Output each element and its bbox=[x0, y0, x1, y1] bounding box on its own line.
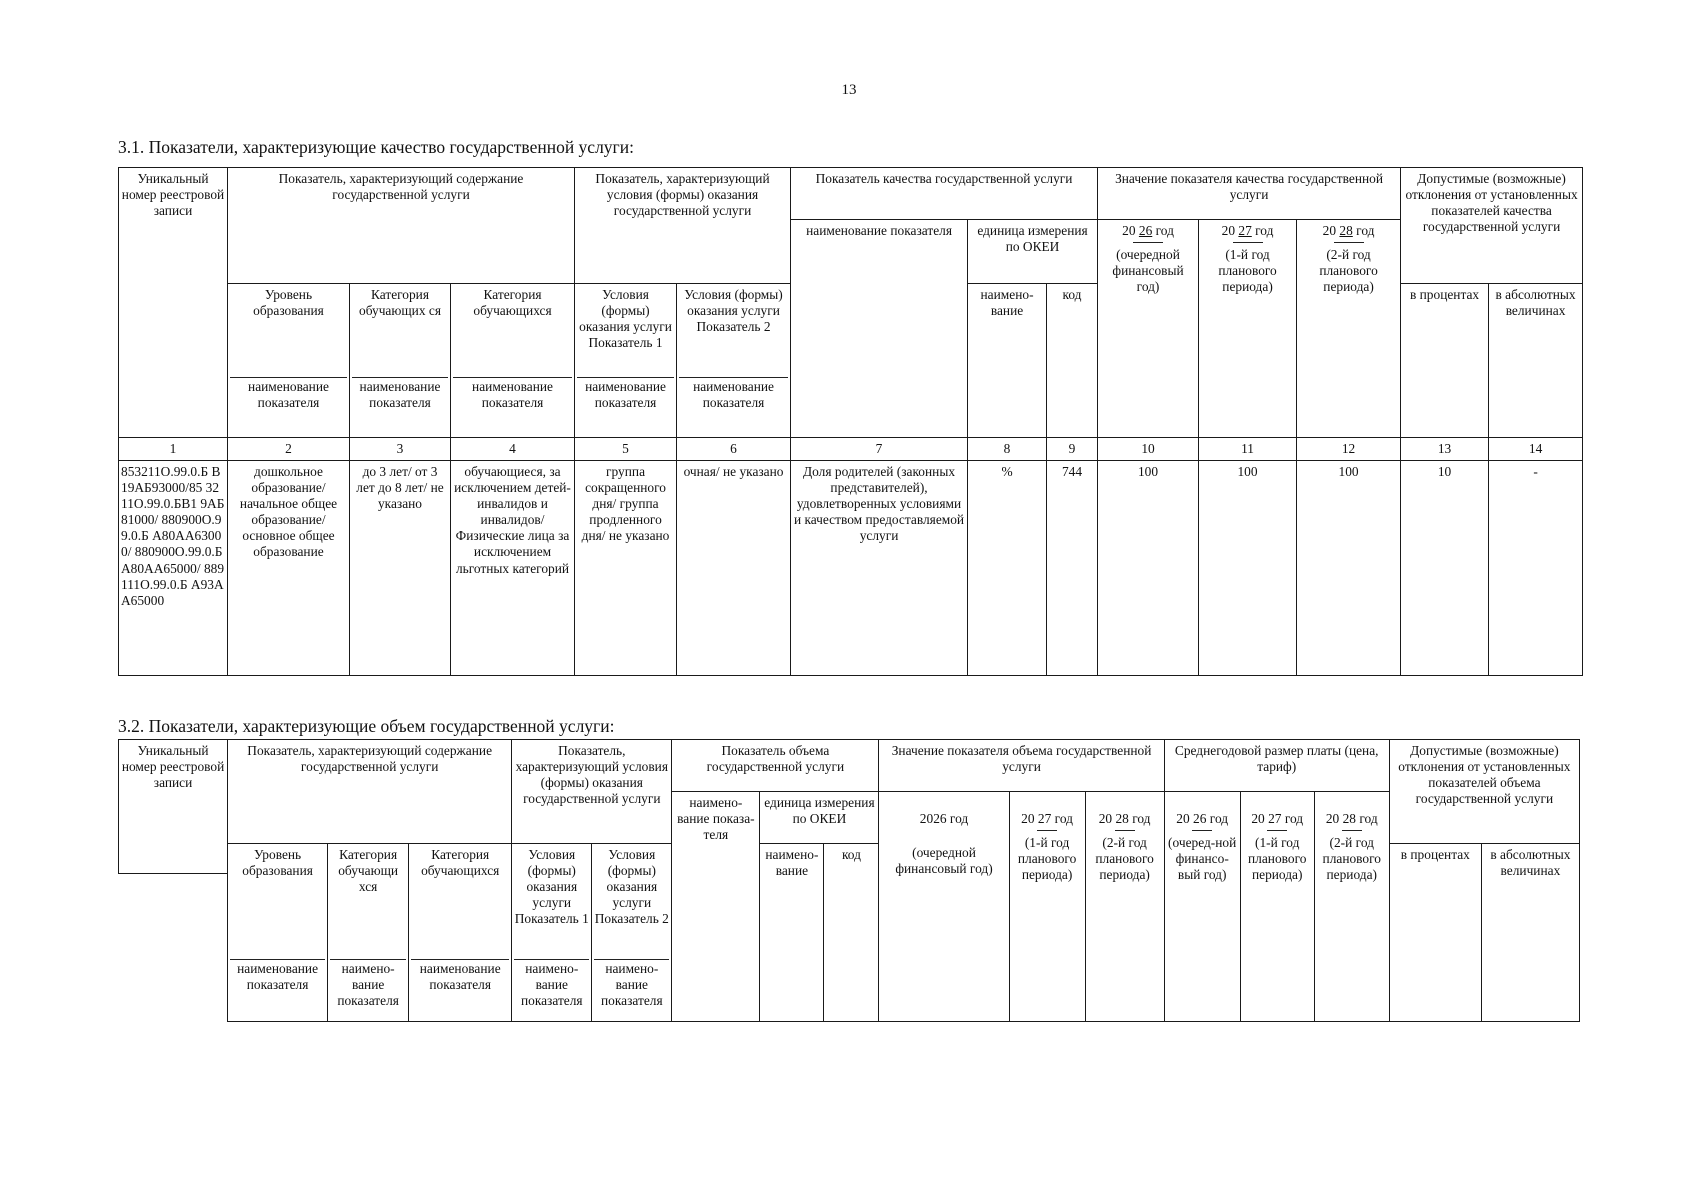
price-2028-header: 20 28 год (2-й год планового периода) bbox=[1314, 792, 1389, 1022]
conditions2-col-header: Условия (формы) оказания услуги Показатель 2 наименование показателя bbox=[677, 284, 791, 438]
column-numbers-row bbox=[119, 438, 1583, 461]
column-number: 9 bbox=[1047, 438, 1098, 461]
volume-indicator-header: Показатель объема государственной услуги bbox=[672, 740, 879, 792]
unit-okei-header: единица измерения по ОКЕИ bbox=[968, 220, 1098, 284]
value-2028-cell: 100 bbox=[1297, 461, 1401, 676]
quality-value-header: Значение показателя качества государственной услуги bbox=[1098, 168, 1401, 220]
volume-value-header: Значение показателя объема государственной услуги bbox=[879, 740, 1164, 792]
column-number: 13 bbox=[1401, 438, 1489, 461]
value-2027-cell: 100 bbox=[1199, 461, 1297, 676]
deviation-absolute-cell: - bbox=[1489, 461, 1583, 676]
unit-code-header: код bbox=[824, 844, 879, 1022]
unique-record-number-header: Уникальный номер реестровой записи bbox=[119, 740, 228, 874]
column-number: 3 bbox=[350, 438, 451, 461]
conditions-indicator-header: Показатель, характеризующий условия (формы) оказания государственной услуги bbox=[575, 168, 791, 284]
volume-section-title: 3.2. Показатели, характеризующие объем государственной услуги: bbox=[118, 716, 615, 736]
level-col-header: Уровень образования наименование показателя bbox=[228, 844, 328, 1022]
column-number: 14 bbox=[1489, 438, 1583, 461]
deviation-percent-header: в процентах bbox=[1401, 284, 1489, 438]
category2-col-header: Категория обучающихся наименование показателя bbox=[409, 844, 512, 1022]
unique-record-number-header: Уникальный номер реестровой записи bbox=[119, 168, 228, 438]
volume-indicators-table bbox=[118, 739, 1580, 1022]
indicator-name-cell: Доля родителей (законных представителей), удовлетворенных условиями и качеством предоставляемой услуги bbox=[791, 461, 968, 676]
category1-col-header: Категория обучающих ся наименование показателя bbox=[350, 284, 451, 438]
unit-name-header: наимено-вание bbox=[968, 284, 1047, 438]
category2-col-header: Категория обучающихся наименование показателя bbox=[451, 284, 575, 438]
level-col-header: Уровень образования наименование показателя bbox=[228, 284, 350, 438]
page-number: 13 bbox=[841, 82, 857, 98]
column-number: 1 bbox=[119, 438, 228, 461]
volume-2027-header: 20 27 год (1-й год планового периода) bbox=[1009, 792, 1085, 1022]
conditions2-cell: очная/ не указано bbox=[677, 461, 791, 676]
column-number: 2 bbox=[228, 438, 350, 461]
unit-okei-header: единица измерения по ОКЕИ bbox=[760, 792, 879, 844]
column-number: 12 bbox=[1297, 438, 1401, 461]
year-2028-header: 20 28 год (2-й год планового периода) bbox=[1297, 220, 1401, 438]
conditions1-cell: группа сокращенного дня/ группа продленного дня/ не указано bbox=[575, 461, 677, 676]
unit-code-header: код bbox=[1047, 284, 1098, 438]
unit-name-header: наимено-вание bbox=[760, 844, 824, 1022]
student-category1-cell: до 3 лет/ от 3 лет до 8 лет/ не указано bbox=[350, 461, 451, 676]
volume-2028-header: 20 28 год (2-й год планового периода) bbox=[1085, 792, 1164, 1022]
column-number: 5 bbox=[575, 438, 677, 461]
column-number: 4 bbox=[451, 438, 575, 461]
deviation-absolute-header: в абсолютных величинах bbox=[1489, 284, 1583, 438]
deviation-absolute-header: в абсолютных величинах bbox=[1481, 844, 1579, 1022]
deviation-percent-header: в процентах bbox=[1389, 844, 1481, 1022]
unit-code-cell: 744 bbox=[1047, 461, 1098, 676]
value-2026-cell: 100 bbox=[1098, 461, 1199, 676]
conditions1-col-header: Условия (формы) оказания услуги Показатель 1 наимено-вание показателя bbox=[512, 844, 592, 1022]
conditions1-col-header: Условия (формы) оказания услуги Показатель 1 наименование показателя bbox=[575, 284, 677, 438]
table-row bbox=[119, 461, 1583, 676]
column-number: 7 bbox=[791, 438, 968, 461]
unit-name-cell: % bbox=[968, 461, 1047, 676]
price-2026-header: 20 26 год (очеред-ной финансо-вый год) bbox=[1164, 792, 1240, 1022]
student-category2-cell: обучающиеся, за исключением детей-инвалидов и инвалидов/ Физические лица за исключением льготных категорий bbox=[451, 461, 575, 676]
quality-indicators-table bbox=[118, 167, 1583, 676]
education-level-cell: дошкольное образование/ начальное общее образование/ основное общее образование bbox=[228, 461, 350, 676]
year-2027-header: 20 27 год (1-й год планового периода) bbox=[1199, 220, 1297, 438]
column-number: 10 bbox=[1098, 438, 1199, 461]
quality-indicator-header: Показатель качества государственной услуги bbox=[791, 168, 1098, 220]
price-header: Среднегодовой размер платы (цена, тариф) bbox=[1164, 740, 1389, 792]
year-2026-header: 20 26 год (очередной финансовый год) bbox=[1098, 220, 1199, 438]
column-number: 8 bbox=[968, 438, 1047, 461]
deviation-header: Допустимые (возможные) отклонения от установленных показателей объема государственной услуги bbox=[1389, 740, 1579, 844]
category1-col-header: Категория обучающи хся наимено-вание показателя bbox=[328, 844, 409, 1022]
indicator-name-header: наимено-вание показа-теля bbox=[672, 792, 760, 1022]
column-number: 11 bbox=[1199, 438, 1297, 461]
content-indicator-header: Показатель, характеризующий содержание государственной услуги bbox=[228, 740, 512, 844]
conditions2-col-header: Условия (формы) оказания услуги Показатель 2 наимено-вание показателя bbox=[592, 844, 672, 1022]
deviation-percent-cell: 10 bbox=[1401, 461, 1489, 676]
content-indicator-header: Показатель, характеризующий содержание государственной услуги bbox=[228, 168, 575, 284]
column-number: 6 bbox=[677, 438, 791, 461]
volume-2026-header: 2026 год (очередной финансовый год) bbox=[879, 792, 1009, 1022]
indicator-name-header: наименование показателя bbox=[791, 220, 968, 438]
price-2027-header: 20 27 год (1-й год планового периода) bbox=[1240, 792, 1314, 1022]
quality-section-title: 3.1. Показатели, характеризующие качество государственной услуги: bbox=[118, 137, 634, 157]
record-code-cell: 853211О.99.0.Б В19АБ93000/85 3211О.99.0.БВ1 9АБ81000/ 880900О.99.0.Б А80АА63000/ 880900О.99.0.Б А80АА65000/ 889111О.99.0.Б А93АА65000 bbox=[119, 461, 228, 676]
deviation-header: Допустимые (возможные) отклонения от установленных показателей качества государственной услуги bbox=[1401, 168, 1583, 284]
conditions-indicator-header: Показатель, характеризующий условия (формы) оказания государственной услуги bbox=[512, 740, 672, 844]
